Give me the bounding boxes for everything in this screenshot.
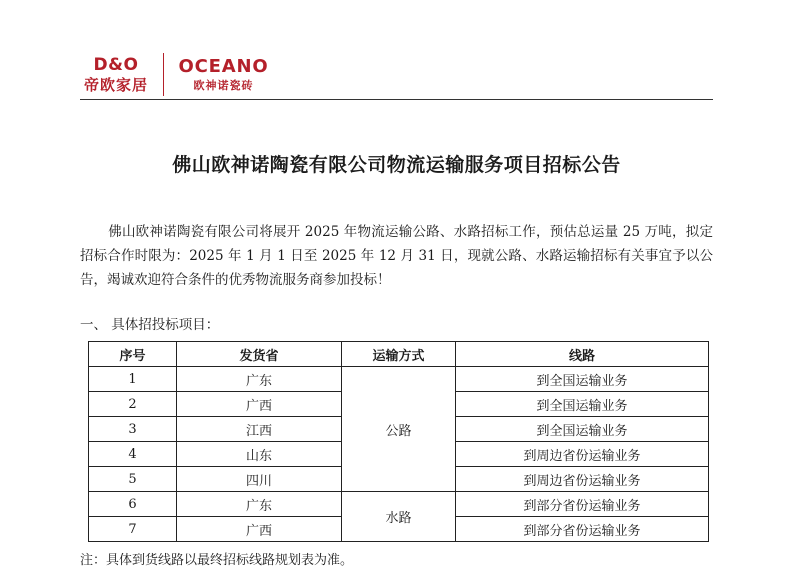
mode-road-cell: 公路 xyxy=(342,367,456,492)
header-province: 发货省 xyxy=(177,342,342,367)
do-logo-mark: D&O xyxy=(93,55,139,75)
header-no: 序号 xyxy=(89,342,177,367)
row-route: 到全国运输业务 xyxy=(456,367,709,392)
row-no: 3 xyxy=(89,417,177,442)
row-province: 广西 xyxy=(177,517,342,542)
row-route: 到全国运输业务 xyxy=(456,417,709,442)
row-no: 6 xyxy=(89,492,177,517)
table-row xyxy=(89,367,709,392)
row-province: 江西 xyxy=(177,417,342,442)
logo-divider xyxy=(163,53,164,96)
oceano-logo xyxy=(176,56,271,94)
document-title: 佛山欧神诺陶瓷有限公司物流运输服务项目招标公告 xyxy=(172,154,621,176)
table-header-row xyxy=(89,342,709,367)
letterhead xyxy=(0,0,793,102)
row-province: 广东 xyxy=(177,367,342,392)
row-route: 到周边省份运输业务 xyxy=(456,467,709,492)
row-no: 4 xyxy=(89,442,177,467)
row-province: 广西 xyxy=(177,392,342,417)
row-province: 广东 xyxy=(177,492,342,517)
header-route: 线路 xyxy=(456,342,709,367)
oceano-logo-chinese: 欧神诺瓷砖 xyxy=(193,79,254,92)
row-province: 四川 xyxy=(177,467,342,492)
do-logo xyxy=(80,55,152,97)
row-route: 到全国运输业务 xyxy=(456,392,709,417)
do-logo-chinese: 帝欧家居 xyxy=(83,76,148,94)
table-row xyxy=(89,492,709,517)
row-no: 1 xyxy=(89,367,177,392)
bid-table xyxy=(88,341,709,542)
row-route: 到部分省份运输业务 xyxy=(456,517,709,542)
row-no: 7 xyxy=(89,517,177,542)
footnote: 注：具体到货线路以最终招标线路规划表为准。 xyxy=(80,553,354,568)
row-no: 5 xyxy=(89,467,177,492)
row-no: 2 xyxy=(89,392,177,417)
header-mode: 运输方式 xyxy=(342,342,456,367)
row-route: 到部分省份运输业务 xyxy=(456,492,709,517)
intro-paragraph xyxy=(80,220,713,292)
row-route: 到周边省份运输业务 xyxy=(456,442,709,467)
oceano-logo-mark: OCEANO xyxy=(178,56,269,77)
intro-text: 佛山欧神诺陶瓷有限公司将展开 2025 年物流运输公路、水路招标工作，预估总运量 25 万吨，拟定招标合作时限为：2025 年 1 月 1 日至 2025 年 12 月 31 日，现就公路、水路运输招标有关事宜予以公告，竭诚欢迎符合条件的优秀物流服务商参加投标！ xyxy=(80,224,713,288)
mode-water-cell: 水路 xyxy=(342,492,456,542)
section-heading: 一、 具体招投标项目： xyxy=(80,317,220,333)
row-province: 山东 xyxy=(177,442,342,467)
header-rule xyxy=(80,99,713,100)
